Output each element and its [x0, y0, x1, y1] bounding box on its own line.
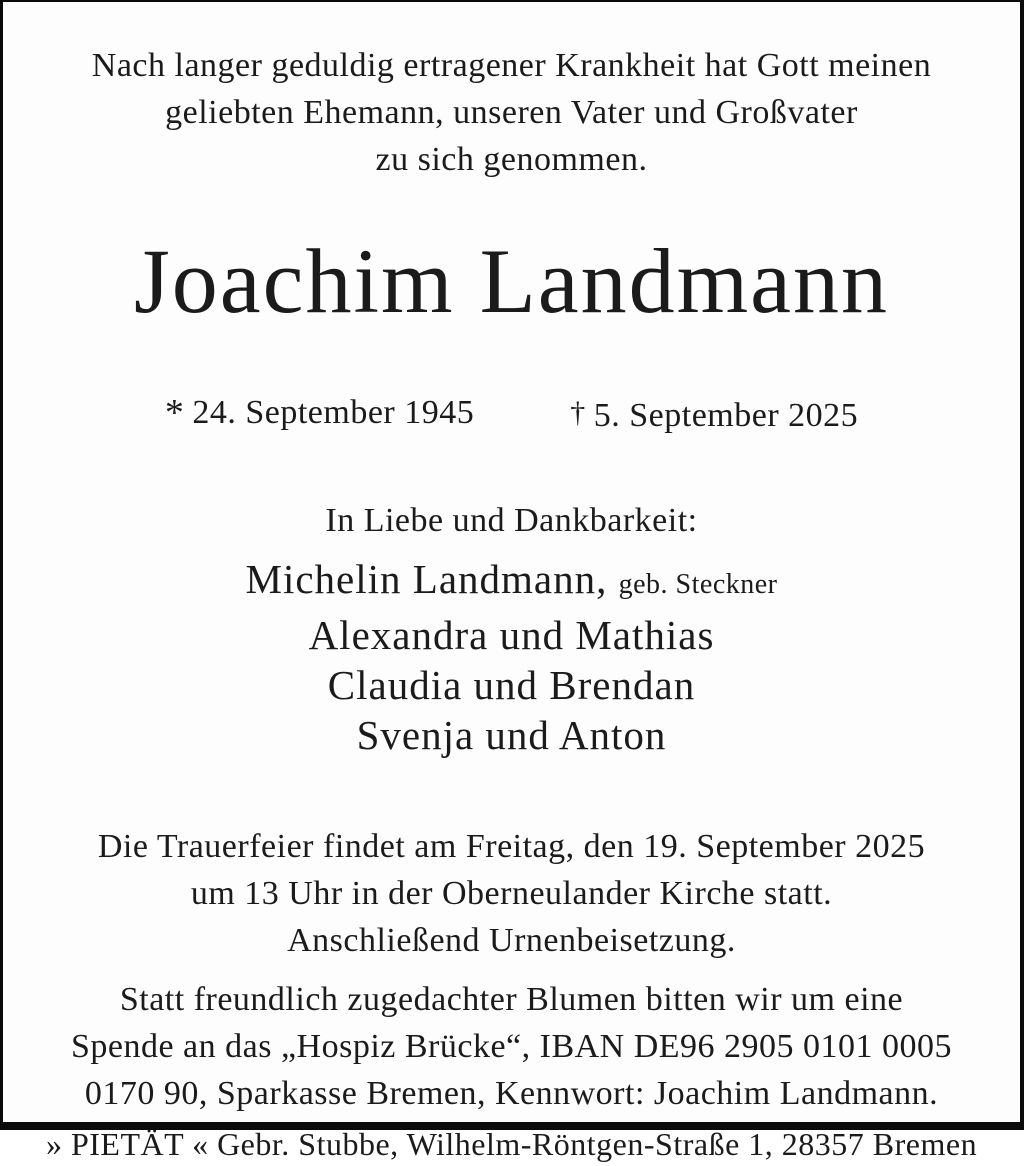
mourner-line	[3, 554, 1020, 610]
mourner-name: Alexandra und Mathias	[308, 611, 715, 658]
intro-line: geliebten Ehemann, unseren Vater und Großvater	[165, 94, 858, 131]
mourner-line	[3, 610, 1020, 660]
death-date-text: 5. September 2025	[593, 396, 859, 434]
dates-row	[3, 389, 1020, 439]
death-cross-icon: †	[570, 395, 586, 429]
donation-paragraph	[3, 976, 1020, 1117]
donation-line: Statt freundlich zugedachter Blumen bitten wir um eine	[119, 980, 904, 1018]
mourner-name: Michelin Landmann,	[245, 555, 608, 602]
tribute-heading: In Liebe und Dankbarkeit:	[325, 501, 698, 539]
mourner-maiden-name: geb. Steckner	[618, 568, 778, 600]
donation-line: Spende an das „Hospiz Brücke“, IBAN DE96 2905 0101 0005	[70, 1027, 953, 1065]
intro-line: zu sich genommen.	[375, 141, 648, 178]
service-line: um 13 Uhr in der Oberneulander Kirche statt.	[190, 874, 833, 912]
birth-date	[165, 389, 474, 439]
donation-line: 0170 90, Sparkasse Bremen, Kennwort: Joachim Landmann.	[84, 1074, 939, 1112]
death-date	[570, 389, 858, 439]
mourner-line	[3, 660, 1020, 710]
deceased-name: Joachim Landmann	[133, 230, 890, 332]
service-paragraph	[3, 823, 1020, 964]
service-line: Die Trauerfeier findet am Freitag, den 19. September 2025	[97, 827, 926, 865]
birth-date-text: 24. September 1945	[192, 393, 475, 431]
mourner-name: Claudia und Brendan	[327, 661, 696, 708]
mourner-line	[3, 710, 1020, 760]
mourner-name: Svenja und Anton	[356, 711, 667, 758]
mourners-list	[3, 554, 1020, 760]
birth-star-icon: *	[164, 391, 185, 434]
funeral-home-footer: » PIETÄT « Gebr. Stubbe, Wilhelm-Röntgen-Straße 1, 28357 Bremen	[45, 1125, 978, 1162]
intro-paragraph	[3, 42, 1020, 183]
intro-line: Nach langer geduldig ertragener Krankheit hat Gott meinen	[91, 47, 932, 84]
service-line: Anschließend Urnenbeisetzung.	[287, 921, 736, 959]
